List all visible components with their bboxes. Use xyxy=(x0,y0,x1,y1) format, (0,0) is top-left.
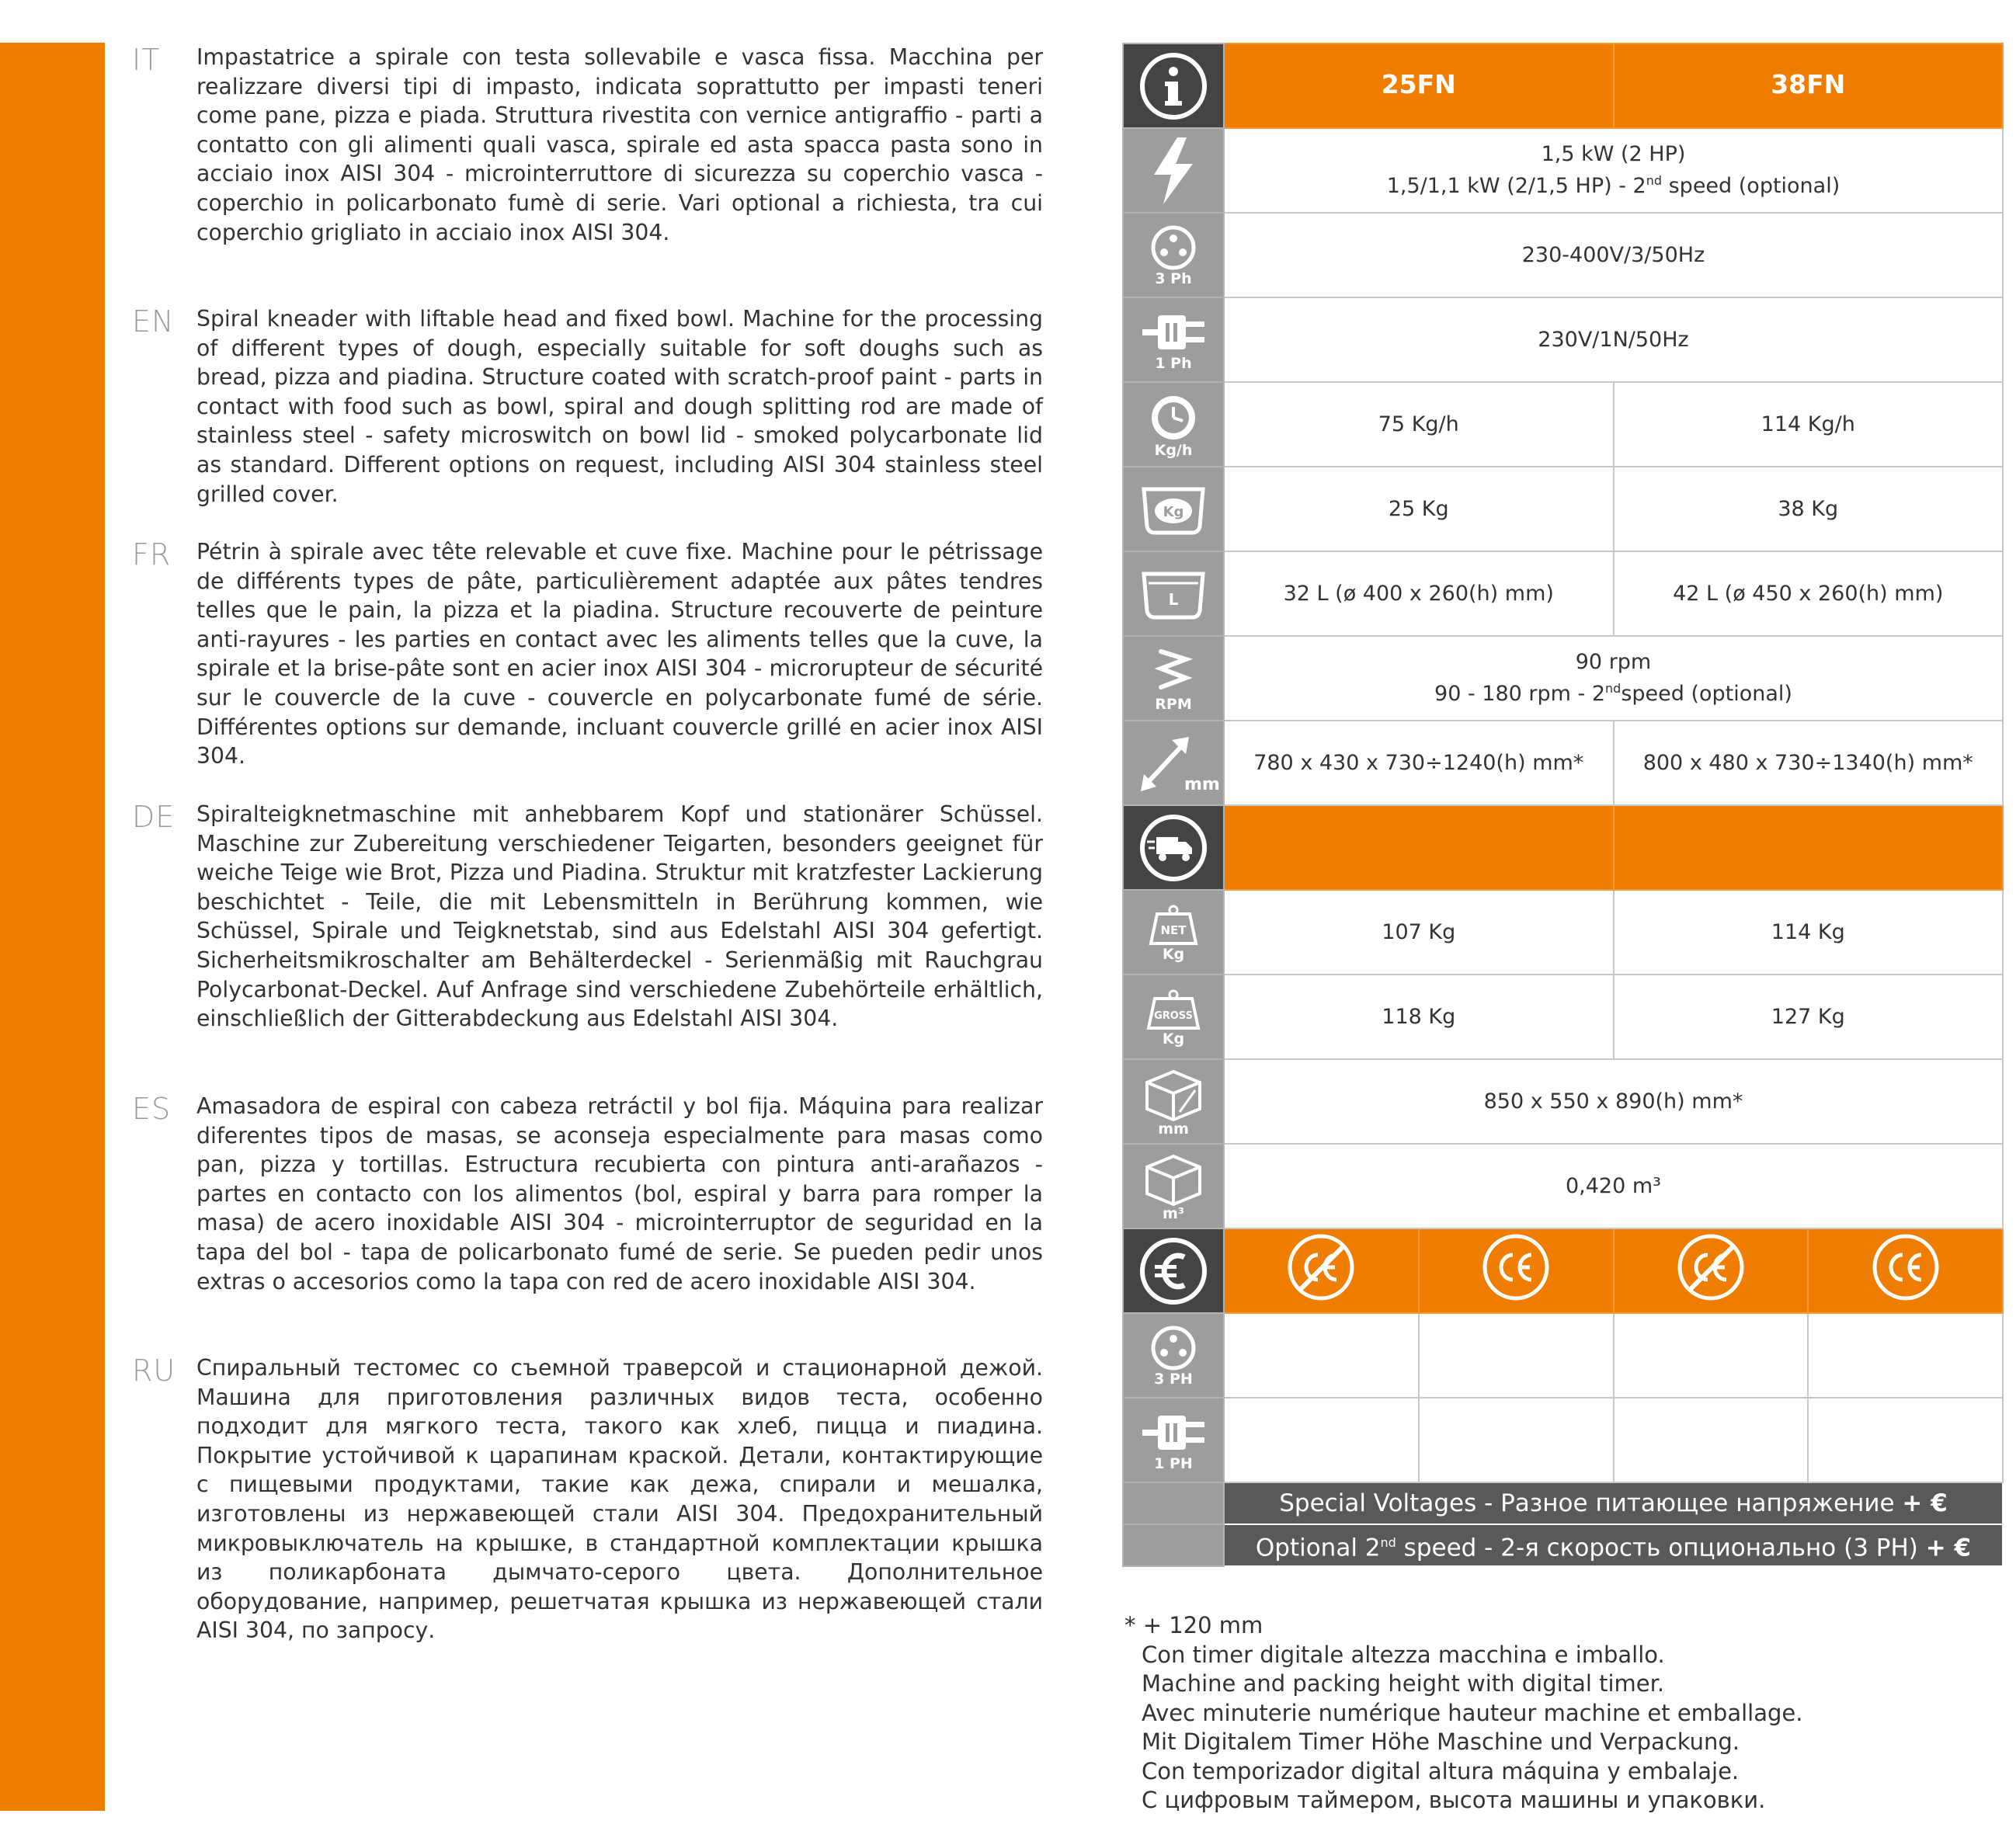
footnote-line: Machine and packing height with digital timer. xyxy=(1142,1670,1665,1697)
shipping-header-cell xyxy=(1224,805,1614,890)
voltage-1ph-value: 230V/1N/50Hz xyxy=(1224,297,2003,382)
bowl-25fn: 32 L (ø 400 x 260(h) mm) xyxy=(1224,551,1614,636)
model-38fn: 38FN xyxy=(1614,43,2004,128)
special-voltages-row xyxy=(1123,1482,2003,1524)
gross-weight-25fn: 118 Kg xyxy=(1224,975,1614,1059)
dimensions-icon xyxy=(1123,721,1224,805)
lang-code: ES xyxy=(132,1092,172,1126)
package-volume-icon: m³ xyxy=(1123,1144,1224,1228)
production-rate-icon: Kg/h xyxy=(1123,382,1224,467)
model-25fn: 25FN xyxy=(1224,43,1614,128)
dough-capacity-icon xyxy=(1123,467,1224,551)
lang-description: Impastatrice a spirale con testa sollevabile e vasca fissa. Macchina per realizzare diversi tipi di impasto, indicata soprattutto per impasti teneri come pane, pizza e piada. Struttura rivestita con vernice antigraffio - parti a contatto con gli alimenti quali vasca, spirale ed asta spacca pasta sono in acciaio inox AISI 304 - microinterruttore di sicurezza su coperchio vasca - coperchio in policarbonato fumè di serie. Vari optional a richiesta, tra cui coperchio grigliato in acciaio inox AISI 304. xyxy=(196,44,1043,245)
footnote-line: Avec minuterie numérique hauteur machine et emballage. xyxy=(1142,1699,1803,1726)
svg-text:mm: mm xyxy=(1184,774,1220,794)
special-voltages-banner: Special Voltages - Разное питающее напряжение + € xyxy=(1224,1482,2003,1524)
capacity-25fn: 25 Kg xyxy=(1224,467,1614,551)
dimensions-25fn: 780 x 430 x 730÷1240(h) mm* xyxy=(1224,721,1614,805)
gross-weight-row xyxy=(1123,975,2003,1059)
price-cell xyxy=(1808,1313,2003,1398)
price-cell xyxy=(1614,1398,1809,1482)
lang-code: EN xyxy=(132,304,175,339)
net-weight-row xyxy=(1123,890,2003,975)
footnotes xyxy=(1124,1611,1802,1815)
price-cell xyxy=(1614,1313,1809,1398)
lang-code: DE xyxy=(132,800,176,834)
price-header-row xyxy=(1123,1228,2003,1313)
footnote-line: С цифровым таймером, высота машины и упаковки. xyxy=(1142,1787,1766,1813)
svg-text:NET: NET xyxy=(1160,922,1187,937)
delivery-truck-icon xyxy=(1123,805,1224,890)
svg-text:Kg: Kg xyxy=(1163,503,1184,520)
bowl-38fn: 42 L (ø 450 x 260(h) mm) xyxy=(1614,551,2004,636)
single-phase-plug-icon: 1 PH xyxy=(1123,1398,1224,1482)
dimensions-row xyxy=(1123,721,2003,805)
footnote-line: Con temporizador digital altura máquina y embalaje. xyxy=(1142,1757,1740,1784)
power-row xyxy=(1123,128,2003,213)
footnote-line: Mit Digitalem Timer Höhe Maschine und Verpackung. xyxy=(1142,1729,1740,1755)
price-3ph-row xyxy=(1123,1313,2003,1398)
price-1ph-row xyxy=(1123,1398,2003,1482)
packing-dims-value: 850 x 550 x 890(h) mm* xyxy=(1224,1059,2003,1144)
rpm-value: 90 rpm 90 - 180 rpm - 2ndspeed (optional) xyxy=(1224,636,2003,721)
lightning-icon xyxy=(1123,128,1224,213)
three-phase-plug-icon: 3 Ph xyxy=(1123,213,1224,297)
bowl-volume-icon xyxy=(1123,551,1224,636)
footnote-asterisk: * + 120 mm xyxy=(1124,1612,1263,1638)
no-ce-mark-icon xyxy=(1614,1228,1809,1313)
shipping-header-cell xyxy=(1614,805,2004,890)
voltage-1ph-row xyxy=(1123,297,2003,382)
orange-side-bar xyxy=(0,43,105,1811)
production-38fn: 114 Kg/h xyxy=(1614,382,2004,467)
gross-weight-38fn: 127 Kg xyxy=(1614,975,2004,1059)
price-cell xyxy=(1224,1398,1419,1482)
dimensions-38fn: 800 x 480 x 730÷1340(h) mm* xyxy=(1614,721,2004,805)
single-phase-plug-icon: 1 Ph xyxy=(1123,297,1224,382)
lang-description: Amasadora de espiral con cabeza retráctil y bol fija. Máquina para realizar diferentes tipos de masas, se aconseja especialmente para masas como pan, pizza y tortillas. Estructura recubierta con pintura anti-arañazos - partes en contacto con los alimentos (bol, espiral y barra para romper la masa) de acero inoxidable AISI 304 - microinterruptor de seguridad en la tapa del bol - tapa de policarbonato fumé de serie. Se pueden pedir unos extras o accesorios como la tapa con red de acero inoxidable AISI 304. xyxy=(196,1093,1043,1294)
optional-speed-banner: Optional 2nd speed - 2-я скорость опционально (3 PH) + € xyxy=(1224,1524,2003,1566)
package-dimensions-icon: mm xyxy=(1123,1059,1224,1144)
euro-icon xyxy=(1123,1228,1224,1313)
lang-description: Spiralteigknetmaschine mit anhebbarem Kopf und stationärer Schüssel. Maschine zur Zubereitung verschiedener Teigarten, besonders geeignet für weiche Teige wie Brot, Pizza und Piadina. Struktur mit kratzfester Lackierung beschichtet - Teile, die mit Lebensmitteln in Berührung kommen, wie Schüssel, Spirale und Teigknetstab, sind aus Edelstahl AISI 304 gefertigt. Sicherheitsmikroschalter am Behälterdeckel - Serienmäßig mit Rauchgrau Polycarbonat-Deckel. Auf Anfrage sind verschiedene Zubehörteile erhältlich, einschließlich der Gitterabdeckung aus Edelstahl AISI 304. xyxy=(196,801,1043,1032)
lang-code: FR xyxy=(132,537,172,572)
lang-description: Pétrin à spirale avec tête relevable et cuve fixe. Machine pour le pétrissage de différents types de pâte, particulièrement adaptée aux pâtes tendres telles que le pain, la pizza et la piadina. Structure recouverte de peinture anti-rayures - les parties en contact avec les aliments telles que la cuve, la spirale et la brise-pâte sont en acier inox AISI 304 - microrupteur de sécurité sur le couvercle de la cuve - couvercle en polycarbonate fumé de série. Différentes options sur demande, incluant couvercle grillé en acier inox AISI 304. xyxy=(196,539,1043,770)
spec-table xyxy=(1122,43,2004,1567)
price-cell xyxy=(1419,1313,1614,1398)
lang-code: RU xyxy=(132,1353,176,1388)
capacity-row xyxy=(1123,467,2003,551)
packing-volume-value: 0,420 m³ xyxy=(1224,1144,2003,1228)
lang-code: IT xyxy=(132,43,161,77)
svg-text:L: L xyxy=(1168,589,1179,609)
price-cell xyxy=(1224,1313,1419,1398)
voltage-3ph-row xyxy=(1123,213,2003,297)
optional-speed-row xyxy=(1123,1524,2003,1566)
bowl-row xyxy=(1123,551,2003,636)
production-row xyxy=(1123,382,2003,467)
packing-dims-row xyxy=(1123,1059,2003,1144)
info-icon xyxy=(1123,43,1224,128)
ce-mark-icon xyxy=(1808,1228,2003,1313)
net-weight-25fn: 107 Kg xyxy=(1224,890,1614,975)
net-weight-38fn: 114 Kg xyxy=(1614,890,2004,975)
footnote-line: Con timer digitale altezza macchina e imballo. xyxy=(1142,1641,1665,1668)
net-weight-icon: NET Kg xyxy=(1123,890,1224,975)
header-row xyxy=(1123,43,2003,128)
power-value: 1,5 kW (2 HP) 1,5/1,1 kW (2/1,5 HP) - 2nd speed (optional) xyxy=(1224,128,2003,213)
ce-mark-icon xyxy=(1419,1228,1614,1313)
capacity-38fn: 38 Kg xyxy=(1614,467,2004,551)
no-ce-mark-icon xyxy=(1224,1228,1419,1313)
lang-description: Спиральный тестомес со съемной траверсой и стационарной дежой. Машина для приготовления различных видов теста, особенно подходит для мягкого теста, такого как хлеб, пицца и пиадина. Покрытие устойчивой к царапинам краской. Детали, контактирующие с пищевыми продуктами, такие как дежа, спирали и мешалка, изготовлены из нержавеющей стали AISI 304. Предохранительный микровыключатель на крышке, в стандартной комплектации крышка из поликарбоната дымчато-серого цвета. Дополнительное оборудование, например, решетчатая крышка из нержавеющей стали AISI 304, по запросу. xyxy=(196,1355,1043,1644)
voltage-3ph-value: 230-400V/3/50Hz xyxy=(1224,213,2003,297)
svg-text:GROSS: GROSS xyxy=(1154,1009,1193,1022)
rpm-row xyxy=(1123,636,2003,721)
lang-description: Spiral kneader with liftable head and fixed bowl. Machine for the processing of different types of dough, especially suitable for soft doughs such as bread, pizza and piadina. Structure coated with scratch-proof paint - parts in contact with food such as bowl, spiral and dough splitting rod are made of stainless steel - safety microswitch on bowl lid - smoked polycarbonate lid as standard. Different options on request, including AISI 304 stainless steel grilled cover. xyxy=(196,306,1043,507)
production-25fn: 75 Kg/h xyxy=(1224,382,1614,467)
shipping-header-row xyxy=(1123,805,2003,890)
gross-weight-icon: GROSS Kg xyxy=(1123,975,1224,1059)
price-cell xyxy=(1419,1398,1614,1482)
banner-spacer xyxy=(1123,1524,1224,1566)
three-phase-plug-icon: 3 PH xyxy=(1123,1313,1224,1398)
spiral-rpm-icon: RPM xyxy=(1123,636,1224,721)
banner-spacer xyxy=(1123,1482,1224,1524)
price-cell xyxy=(1808,1398,2003,1482)
packing-volume-row xyxy=(1123,1144,2003,1228)
